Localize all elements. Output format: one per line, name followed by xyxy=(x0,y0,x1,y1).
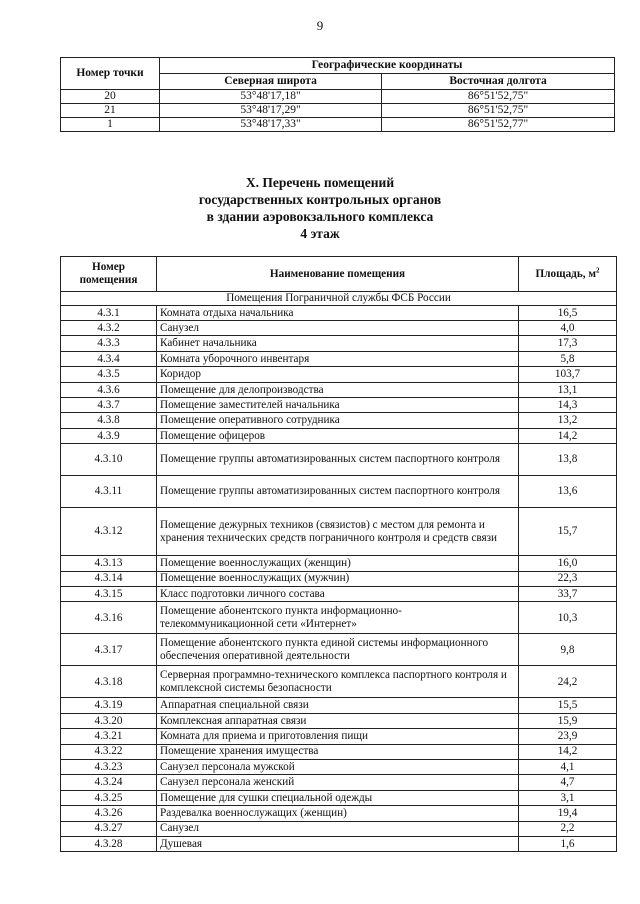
room-number: 4.3.24 xyxy=(61,775,157,790)
section-title-line: государственных контрольных органов xyxy=(198,192,442,207)
room-name: Помещение для делопроизводства xyxy=(157,382,519,397)
room-number: 4.3.8 xyxy=(61,413,157,428)
room-number: 4.3.25 xyxy=(61,790,157,805)
room-area: 13,2 xyxy=(519,413,617,428)
room-number: 4.3.23 xyxy=(61,759,157,774)
room-name: Помещение военнослужащих (женщин) xyxy=(157,556,519,571)
room-name: Помещение абонентского пункта единой системы информационного обеспечения оперативной деятельности xyxy=(157,634,519,666)
room-area: 14,2 xyxy=(519,428,617,443)
room-name: Аппаратная специальной связи xyxy=(157,698,519,713)
table-row xyxy=(61,476,617,508)
table-row xyxy=(61,790,617,805)
group-heading: Помещения Пограничной службы ФСБ России xyxy=(61,292,617,306)
table-row xyxy=(61,634,617,666)
room-area: 13,8 xyxy=(519,444,617,476)
room-number: 4.3.15 xyxy=(61,587,157,602)
room-name: Помещение оперативного сотрудника xyxy=(157,413,519,428)
table-row xyxy=(61,821,617,836)
room-area: 16,0 xyxy=(519,556,617,571)
room-area: 22,3 xyxy=(519,571,617,586)
table-row xyxy=(61,305,617,320)
table-row xyxy=(61,713,617,728)
section-title-line: в здании аэровокзального комплекса xyxy=(206,209,434,224)
room-name: Комплексная аппаратная связи xyxy=(157,713,519,728)
table-row xyxy=(61,836,617,851)
room-area: 10,3 xyxy=(519,602,617,634)
room-area: 103,7 xyxy=(519,367,617,382)
room-name: Помещение хранения имущества xyxy=(157,744,519,759)
room-number: 4.3.9 xyxy=(61,428,157,443)
room-name: Душевая xyxy=(157,836,519,851)
section-title-line: X. Перечень помещений xyxy=(245,175,395,190)
room-number: 4.3.14 xyxy=(61,571,157,586)
room-area: 3,1 xyxy=(519,790,617,805)
room-name: Помещение для сушки специальной одежды xyxy=(157,790,519,805)
header-room-name: Наименование помещения xyxy=(157,257,519,292)
table-row xyxy=(61,90,615,104)
table-row xyxy=(61,444,617,476)
room-name: Серверная программно-технического комплекса паспортного контроля и комплексной системы безопасности xyxy=(157,666,519,698)
room-number: 4.3.1 xyxy=(61,305,157,320)
room-number: 4.3.18 xyxy=(61,666,157,698)
room-area: 15,9 xyxy=(519,713,617,728)
room-area: 2,2 xyxy=(519,821,617,836)
room-area: 4,0 xyxy=(519,321,617,336)
room-area: 19,4 xyxy=(519,806,617,821)
room-area: 15,7 xyxy=(519,508,617,556)
room-number: 4.3.5 xyxy=(61,367,157,382)
latitude: 53°48'17,18" xyxy=(160,90,382,104)
table-row xyxy=(61,744,617,759)
room-name: Помещение офицеров xyxy=(157,428,519,443)
latitude: 53°48'17,33" xyxy=(160,118,382,132)
table-row xyxy=(61,698,617,713)
room-name: Кабинет начальника xyxy=(157,336,519,351)
table-row xyxy=(61,571,617,586)
room-name: Санузел xyxy=(157,321,519,336)
table-row xyxy=(61,351,617,366)
page-number: 9 xyxy=(316,18,324,33)
room-name: Комната отдыха начальника xyxy=(157,305,519,320)
room-number: 4.3.6 xyxy=(61,382,157,397)
longitude: 86°51'52,77" xyxy=(382,118,615,132)
table-row xyxy=(61,104,615,118)
room-number: 4.3.19 xyxy=(61,698,157,713)
table-row xyxy=(61,321,617,336)
table-row xyxy=(61,602,617,634)
rooms-table xyxy=(60,256,617,852)
room-number: 4.3.21 xyxy=(61,729,157,744)
room-number: 4.3.13 xyxy=(61,556,157,571)
latitude: 53°48'17,29" xyxy=(160,104,382,118)
room-number: 4.3.22 xyxy=(61,744,157,759)
table-row xyxy=(61,398,617,413)
room-name: Помещение военнослужащих (мужчин) xyxy=(157,571,519,586)
section-title-line: 4 этаж xyxy=(300,226,340,241)
point-number: 1 xyxy=(61,118,160,132)
table-row xyxy=(61,413,617,428)
room-name: Раздевалка военнослужащих (женщин) xyxy=(157,806,519,821)
room-number: 4.3.7 xyxy=(61,398,157,413)
room-number: 4.3.27 xyxy=(61,821,157,836)
room-number: 4.3.20 xyxy=(61,713,157,728)
room-name: Помещение группы автоматизированных систем паспортного контроля xyxy=(157,444,519,476)
room-name: Класс подготовки личного состава xyxy=(157,587,519,602)
header-geo-coordinates: Географические координаты xyxy=(160,58,615,74)
point-number: 21 xyxy=(61,104,160,118)
room-name: Помещение группы автоматизированных систем паспортного контроля xyxy=(157,476,519,508)
room-number: 4.3.16 xyxy=(61,602,157,634)
table-row xyxy=(61,775,617,790)
header-point-number: Номер точки xyxy=(61,58,160,90)
header-longitude: Восточная долгота xyxy=(382,74,615,90)
room-number: 4.3.28 xyxy=(61,836,157,851)
table-row xyxy=(61,428,617,443)
room-area: 13,6 xyxy=(519,476,617,508)
room-name: Помещение абонентского пункта информационно-телекоммуникационной сети «Интернет» xyxy=(157,602,519,634)
room-name: Помещение дежурных техников (связистов) с местом для ремонта и хранения технических средств пограничного контроля и средств связи xyxy=(157,508,519,556)
table-row xyxy=(61,367,617,382)
room-name: Санузел персонала мужской xyxy=(157,759,519,774)
room-area: 24,2 xyxy=(519,666,617,698)
room-area: 14,3 xyxy=(519,398,617,413)
room-name: Комната для приема и приготовления пищи xyxy=(157,729,519,744)
room-area: 33,7 xyxy=(519,587,617,602)
header-room-area: Площадь, $м^2$ xyxy=(519,257,617,292)
room-number: 4.3.12 xyxy=(61,508,157,556)
room-area: 1,6 xyxy=(519,836,617,851)
room-area: 13,1 xyxy=(519,382,617,397)
room-area: 17,3 xyxy=(519,336,617,351)
room-name: Санузел xyxy=(157,821,519,836)
table-row xyxy=(61,508,617,556)
coordinates-table xyxy=(60,57,615,132)
section-title xyxy=(0,174,640,242)
table-row xyxy=(61,759,617,774)
room-name: Помещение заместителей начальника xyxy=(157,398,519,413)
room-area: 4,1 xyxy=(519,759,617,774)
room-number: 4.3.11 xyxy=(61,476,157,508)
table-row xyxy=(61,382,617,397)
point-number: 20 xyxy=(61,90,160,104)
room-area: 9,8 xyxy=(519,634,617,666)
table-row xyxy=(61,587,617,602)
room-number: 4.3.26 xyxy=(61,806,157,821)
longitude: 86°51'52,75" xyxy=(382,90,615,104)
table-row xyxy=(61,806,617,821)
room-name: Комната уборочного инвентаря xyxy=(157,351,519,366)
table-row xyxy=(61,556,617,571)
header-room-number: Номер помещения xyxy=(61,257,157,292)
room-area: 4,7 xyxy=(519,775,617,790)
room-name: Санузел персонала женский xyxy=(157,775,519,790)
room-area: 23,9 xyxy=(519,729,617,744)
table-row xyxy=(61,118,615,132)
table-row xyxy=(61,729,617,744)
room-number: 4.3.4 xyxy=(61,351,157,366)
table-row xyxy=(61,666,617,698)
room-area: 5,8 xyxy=(519,351,617,366)
room-number: 4.3.2 xyxy=(61,321,157,336)
room-number: 4.3.10 xyxy=(61,444,157,476)
header-latitude: Северная широта xyxy=(160,74,382,90)
longitude: 86°51'52,75" xyxy=(382,104,615,118)
room-name: Коридор xyxy=(157,367,519,382)
room-area: 16,5 xyxy=(519,305,617,320)
table-row xyxy=(61,336,617,351)
room-area: 14,2 xyxy=(519,744,617,759)
room-area: 15,5 xyxy=(519,698,617,713)
room-number: 4.3.17 xyxy=(61,634,157,666)
room-number: 4.3.3 xyxy=(61,336,157,351)
